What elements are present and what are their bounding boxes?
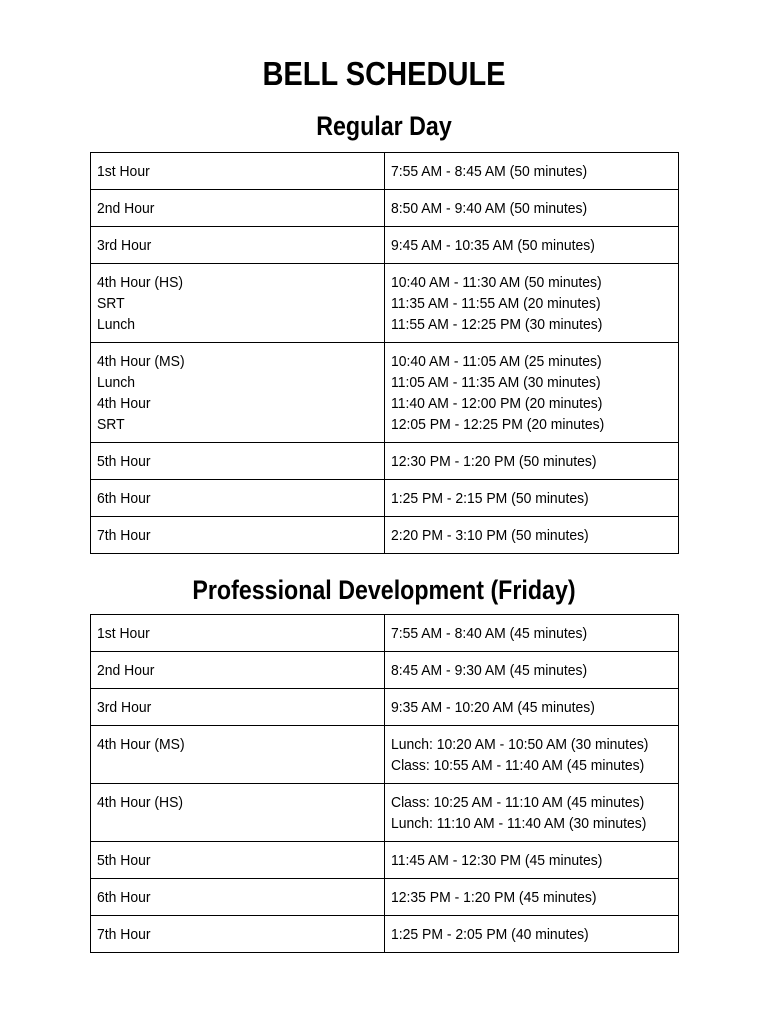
period-cell [91, 879, 385, 916]
period-label: 5th Hour [97, 852, 151, 869]
table-row [91, 784, 679, 842]
table-row [91, 264, 679, 343]
time-cell [385, 480, 679, 517]
period-label: 2nd Hour [97, 662, 155, 679]
period-cell [91, 916, 385, 953]
time-label: 10:40 AM - 11:30 AM (50 minutes) 11:35 AM - 11:55 AM (20 minutes) 11:55 AM - 12:25 PM (30 minutes) [391, 274, 603, 333]
table-row [91, 227, 679, 264]
period-cell [91, 842, 385, 879]
time-cell [385, 153, 679, 190]
period-label: 4th Hour (MS) [97, 736, 185, 753]
period-label: 6th Hour [97, 490, 151, 507]
time-cell [385, 264, 679, 343]
time-label: 9:35 AM - 10:20 AM (45 minutes) [391, 699, 595, 716]
table-row [91, 916, 679, 953]
period-cell [91, 443, 385, 480]
period-label: 4th Hour (HS) [97, 794, 184, 811]
time-cell [385, 916, 679, 953]
time-cell [385, 517, 679, 554]
period-label: 3rd Hour [97, 699, 152, 716]
table-row [91, 190, 679, 227]
time-cell [385, 443, 679, 480]
table-row [91, 517, 679, 554]
period-label: 6th Hour [97, 889, 151, 906]
table-row [91, 879, 679, 916]
period-cell [91, 615, 385, 652]
time-label: 7:55 AM - 8:40 AM (45 minutes) [391, 625, 588, 642]
time-label: Class: 10:25 AM - 11:10 AM (45 minutes) Lunch: 11:10 AM - 11:40 AM (30 minutes) [391, 794, 647, 832]
time-label: Lunch: 10:20 AM - 10:50 AM (30 minutes) Class: 10:55 AM - 11:40 AM (45 minutes) [391, 736, 649, 774]
period-label: 3rd Hour [97, 237, 152, 254]
time-cell [385, 784, 679, 842]
period-label: 4th Hour (MS) Lunch 4th Hour SRT [97, 353, 185, 433]
regular-day-table [90, 152, 679, 554]
time-label: 8:45 AM - 9:30 AM (45 minutes) [391, 662, 588, 679]
table-row [91, 343, 679, 443]
period-cell [91, 190, 385, 227]
period-label: 4th Hour (HS) SRT Lunch [97, 274, 184, 333]
table-row [91, 615, 679, 652]
table-row [91, 480, 679, 517]
table-row [91, 842, 679, 879]
period-label: 7th Hour [97, 527, 151, 544]
time-label: 12:35 PM - 1:20 PM (45 minutes) [391, 889, 597, 906]
time-cell [385, 190, 679, 227]
table-row [91, 689, 679, 726]
period-cell [91, 652, 385, 689]
time-cell [385, 227, 679, 264]
period-cell [91, 726, 385, 784]
period-cell [91, 343, 385, 443]
period-label: 1st Hour [97, 625, 150, 642]
table-row [91, 153, 679, 190]
time-cell [385, 689, 679, 726]
professional-development-table [90, 614, 679, 953]
period-label: 7th Hour [97, 926, 151, 943]
regular-day-heading: Regular Day [316, 111, 452, 141]
time-label: 7:55 AM - 8:45 AM (50 minutes) [391, 163, 588, 180]
period-cell [91, 784, 385, 842]
period-cell [91, 264, 385, 343]
time-label: 8:50 AM - 9:40 AM (50 minutes) [391, 200, 588, 217]
table-row [91, 726, 679, 784]
period-cell [91, 689, 385, 726]
time-cell [385, 615, 679, 652]
period-cell [91, 517, 385, 554]
time-label: 10:40 AM - 11:05 AM (25 minutes) 11:05 AM - 11:35 AM (30 minutes) 11:40 AM - 12:00 PM (20 minutes) 12:05 PM - 12:25 PM (20 minutes) [391, 353, 605, 433]
table-row [91, 652, 679, 689]
period-label: 5th Hour [97, 453, 151, 470]
time-cell [385, 652, 679, 689]
period-cell [91, 480, 385, 517]
period-label: 1st Hour [97, 163, 150, 180]
time-label: 1:25 PM - 2:05 PM (40 minutes) [391, 926, 589, 943]
professional-development-heading: Professional Development (Friday) [192, 575, 576, 605]
time-cell [385, 842, 679, 879]
time-cell [385, 343, 679, 443]
time-label: 2:20 PM - 3:10 PM (50 minutes) [391, 527, 589, 544]
table-row [91, 443, 679, 480]
period-cell [91, 153, 385, 190]
period-label: 2nd Hour [97, 200, 155, 217]
time-cell [385, 726, 679, 784]
time-label: 9:45 AM - 10:35 AM (50 minutes) [391, 237, 595, 254]
page-title: BELL SCHEDULE [262, 55, 506, 92]
time-cell [385, 879, 679, 916]
time-label: 1:25 PM - 2:15 PM (50 minutes) [391, 490, 589, 507]
period-cell [91, 227, 385, 264]
time-label: 12:30 PM - 1:20 PM (50 minutes) [391, 453, 597, 470]
time-label: 11:45 AM - 12:30 PM (45 minutes) [391, 852, 603, 869]
